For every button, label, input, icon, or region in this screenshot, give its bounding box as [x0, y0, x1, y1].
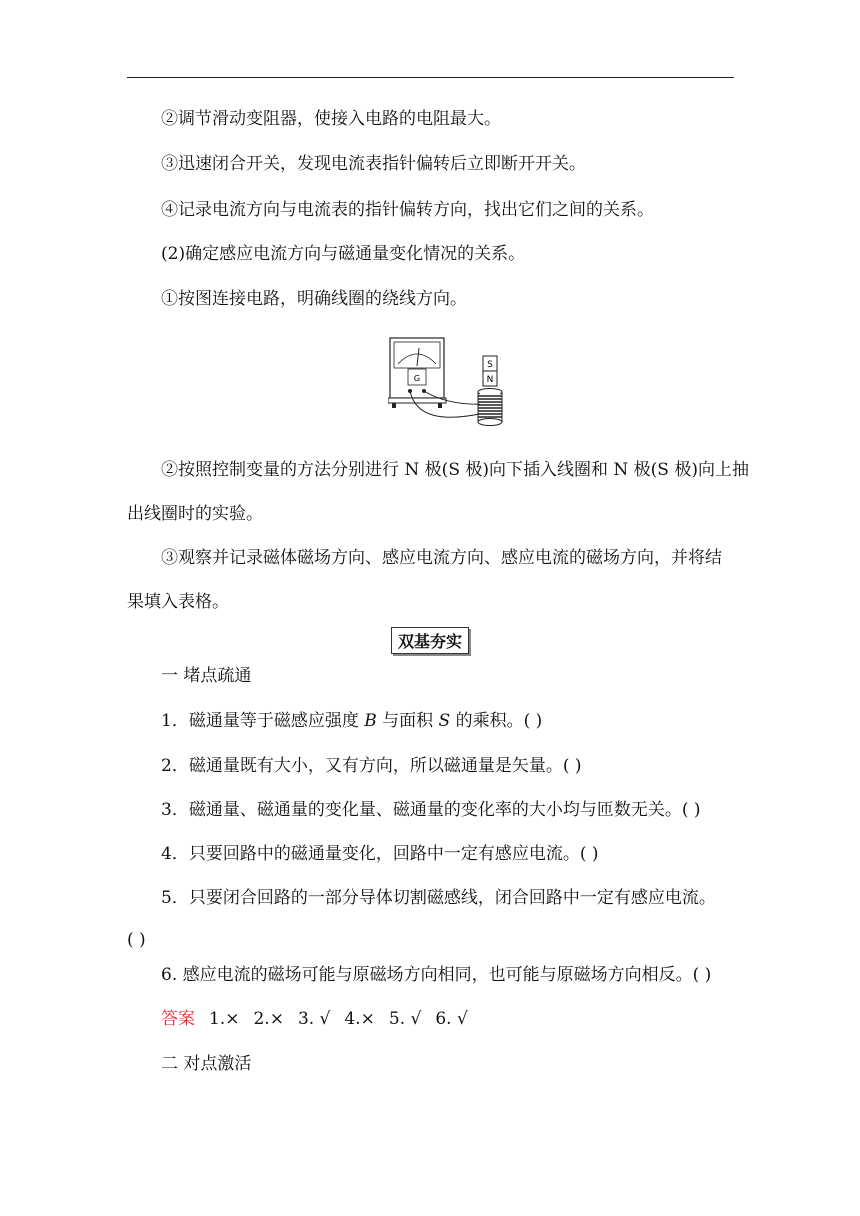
q1-var-b: B — [364, 711, 377, 731]
section-badge: 双基夯实 — [391, 627, 469, 654]
header-rule — [127, 77, 734, 78]
q1-var-s: S — [438, 711, 451, 731]
galvanometer-coil-diagram — [388, 334, 518, 434]
question-3: 3．磁通量、磁通量的变化量、磁通量的变化率的大小均与匝数无关。( ) — [161, 800, 701, 820]
substep-2-cont: 出线圈时的实验。 — [127, 504, 263, 524]
answer-label: 答案 — [161, 1009, 195, 1029]
question-2: 2．磁通量既有大小，又有方向，所以磁通量是矢量。( ) — [161, 756, 582, 776]
answer-6: 6. √ — [435, 1009, 468, 1029]
step-2-text: ②调节滑动变阻器，使接入电路的电阻最大。 — [161, 109, 501, 129]
question-6: 6. 感应电流的磁场可能与原磁场方向相同，也可能与原磁场方向相反。( ) — [161, 965, 712, 985]
q1-mid: 与面积 — [376, 711, 439, 731]
section-2-heading: 二 对点激活 — [161, 1054, 252, 1074]
question-5-cont: ( ) — [127, 930, 146, 950]
step-4-text: ④记录电流方向与电流表的指针偏转方向，找出它们之间的关系。 — [161, 200, 654, 220]
question-5: 5．只要闭合回路的一部分导体切割磁感线，闭合回路中一定有感应电流。 — [161, 888, 716, 908]
substep-3-text: ③观察并记录磁体磁场方向、感应电流方向、感应电流的磁场方向，并将结 — [161, 548, 722, 568]
answer-5: 5. √ — [388, 1009, 422, 1029]
magnet-n-label: N — [486, 375, 494, 385]
subsection-2-heading: (2)确定感应电流方向与磁通量变化情况的关系。 — [161, 244, 526, 264]
q1-suffix: 的乘积。( ) — [450, 711, 543, 731]
svg-text:G: G — [413, 374, 421, 383]
substep-1-text: ①按图连接电路，明确线圈的绕线方向。 — [161, 289, 467, 309]
substep-3-cont: 果填入表格。 — [127, 592, 229, 612]
magnet-s-label: S — [487, 360, 493, 370]
q1-prefix: 1．磁通量等于磁感应强度 — [161, 711, 365, 731]
answer-3: 3. √ — [297, 1009, 331, 1029]
question-4: 4．只要回路中的磁通量变化，回路中一定有感应电流。( ) — [161, 844, 599, 864]
answer-2: 2.× — [253, 1009, 284, 1029]
section-1-heading: 一 堵点疏通 — [161, 666, 252, 686]
answer-1: 1.× — [209, 1009, 240, 1029]
answer-4: 4.× — [344, 1009, 375, 1029]
substep-2-text: ②按照控制变量的方法分别进行 N 极(S 极)向下插入线圈和 N 极(S 极)向上抽 — [161, 460, 749, 480]
question-1 — [127, 710, 771, 732]
badge-container — [0, 627, 860, 654]
answer-row — [127, 1008, 771, 1030]
experiment-figure — [388, 334, 518, 438]
step-3-text: ③迅速闭合开关，发现电流表指针偏转后立即断开开关。 — [161, 154, 586, 174]
